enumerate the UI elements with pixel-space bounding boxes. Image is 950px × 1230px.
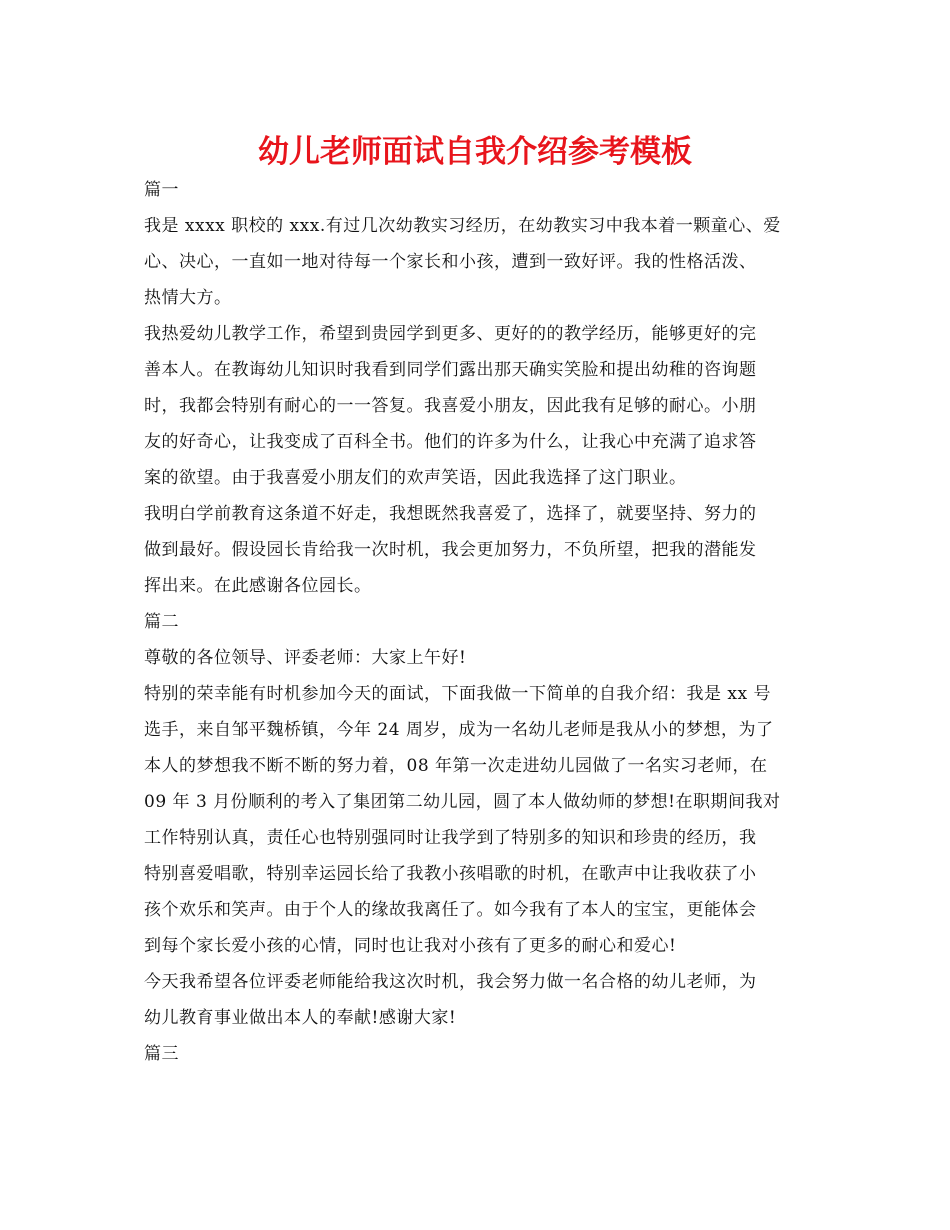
text-line: 挥出来。在此感谢各位园长。 — [144, 576, 372, 596]
section-heading: 篇一 — [144, 180, 179, 200]
text-line: 本人的梦想我不断不断的努力着，08 年第一次走进幼儿园做了一名实习老师，在 — [144, 756, 768, 776]
text-line: 热情大方。 — [144, 288, 232, 308]
text-line: 案的欲望。由于我喜爱小朋友们的欢声笑语，因此我选择了这门职业。 — [144, 468, 687, 488]
paragraph — [144, 496, 814, 604]
section-2 — [144, 604, 814, 1036]
text-line: 幼儿教育事业做出本人的奉献!感谢大家! — [144, 1008, 457, 1028]
paragraph — [144, 208, 814, 316]
text-line: 到每个家长爱小孩的心情，同时也让我对小孩有了更多的耐心和爱心! — [144, 936, 677, 956]
text-line: 尊敬的各位领导、评委老师：大家上午好! — [144, 648, 467, 668]
text-line: 孩个欢乐和笑声。由于个人的缘故我离任了。如今我有了本人的宝宝，更能体会 — [144, 900, 757, 920]
text-line: 我是 xxxx 职校的 xxx.有过几次幼教实习经历，在幼教实习中我本着一颗童心、爱 — [144, 216, 781, 236]
section-heading: 篇三 — [144, 1044, 179, 1064]
text-line: 选手，来自邹平魏桥镇，今年 24 周岁，成为一名幼儿老师是我从小的梦想，为了 — [144, 720, 774, 740]
text-line: 09 年 3 月份顺利的考入了集团第二幼儿园，圆了本人做幼师的梦想!在职期间我对 — [144, 792, 781, 812]
text-line: 特别喜爱唱歌，特别幸运园长给了我教小孩唱歌的时机，在歌声中让我收获了小 — [144, 864, 757, 884]
paragraph — [144, 676, 814, 964]
text-line: 工作特别认真，责任心也特别强同时让我学到了特别多的知识和珍贵的经历，我 — [144, 828, 757, 848]
text-line: 善本人。在教诲幼儿知识时我看到同学们露出那天确实笑脸和提出幼稚的咨询题 — [144, 360, 757, 380]
paragraph — [144, 316, 814, 496]
text-line: 心、决心，一直如一地对待每一个家长和小孩，遭到一致好评。我的性格活泼、 — [144, 252, 757, 272]
section-heading: 篇二 — [144, 612, 179, 632]
paragraph — [144, 640, 814, 676]
text-line: 时，我都会特别有耐心的一一答复。我喜爱小朋友，因此我有足够的耐心。小朋 — [144, 396, 757, 416]
section-3 — [144, 1036, 814, 1072]
document-title: 幼儿老师面试自我介绍参考模板 — [258, 134, 692, 170]
text-line: 我明白学前教育这条道不好走，我想既然我喜爱了，选择了，就要坚持、努力的 — [144, 504, 757, 524]
text-line: 今天我希望各位评委老师能给我这次时机，我会努力做一名合格的幼儿老师，为 — [144, 972, 757, 992]
document-body — [144, 172, 814, 1072]
text-line: 友的好奇心，让我变成了百科全书。他们的许多为什么，让我心中充满了追求答 — [144, 432, 757, 452]
section-1 — [144, 172, 814, 604]
paragraph — [144, 964, 814, 1036]
text-line: 做到最好。假设园长肯给我一次时机，我会更加努力，不负所望，把我的潜能发 — [144, 540, 757, 560]
text-line: 我热爱幼儿教学工作，希望到贵园学到更多、更好的的教学经历，能够更好的完 — [144, 324, 757, 344]
text-line: 特别的荣幸能有时机参加今天的面试，下面我做一下简单的自我介绍：我是 xx 号 — [144, 684, 771, 704]
